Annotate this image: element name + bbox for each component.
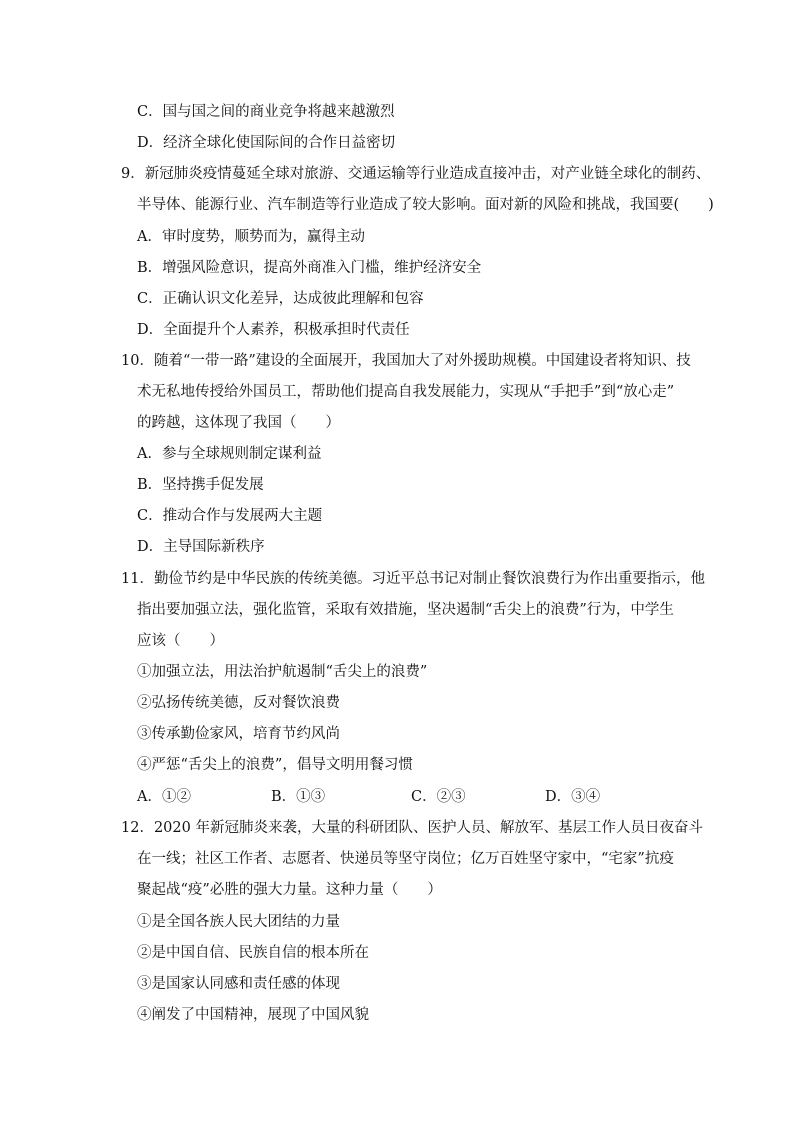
q9-option-d: D．全面提升个人素养，积极承担时代责任 [137,322,410,338]
q10-option-c: C．推动合作与发展两大主题 [137,508,323,524]
q12-stem-line-3: 聚起战“疫”必胜的强大力量。这种力量（ ） [137,882,442,898]
q10-option-b: B．坚持携手促发展 [137,477,264,493]
q12-item-2: ②是中国自信、民族自信的根本所在 [137,945,369,961]
q12-stem-line-2: 在一线；社区工作者、志愿者、快递员等坚守岗位；亿万百姓坚守家中，“宅家”抗疫 [137,851,674,867]
q11-stem-line-2: 指出要加强立法，强化监管，采取有效措施，坚决遏制“舌尖上的浪费”行为，中学生 [137,602,674,618]
q8-option-c: C．国与国之间的商业竞争将越来越激烈 [137,104,395,120]
q12-item-4: ④阐发了中国精神，展现了中国风貌 [137,1007,369,1023]
q11-item-1: ①加强立法，用法治护航遏制“舌尖上的浪费” [137,664,428,680]
q12-item-1: ①是全国各族人民大团结的力量 [137,914,340,930]
q11-option-d: D．③④ [545,789,601,805]
q11-item-3: ③传承勤俭家风，培育节约风尚 [137,726,340,742]
q8-option-d: D．经济全球化使国际间的合作日益密切 [137,135,396,151]
q12-stem-line-1: 12．2020 年新冠肺炎来袭，大量的科研团队、医护人员、解放军、基层工作人员日夜奋斗 [121,820,703,836]
q10-stem-line-2: 术无私地传授给外国员工，帮助他们提高自我发展能力，实现从“手把手”到“放心走” [137,384,675,400]
q10-stem-line-1: 10．随着“一带一路”建设的全面展开，我国加大了对外援助规模。中国建设者将知识、技 [121,353,691,369]
q11-option-b: B．①③ [271,789,326,805]
q11-stem-line-1: 11．勤俭节约是中华民族的传统美德。习近平总书记对制止餐饮浪费行为作出重要指示，他 [121,571,705,587]
q11-item-4: ④严惩“舌尖上的浪费”，倡导文明用餐习惯 [137,757,413,773]
q10-option-d: D．主导国际新秩序 [137,539,265,555]
q11-option-a: A．①② [137,789,191,805]
q11-stem-line-3: 应该（ ） [137,633,224,649]
q11-option-c: C．②③ [411,789,466,805]
q10-option-a: A．参与全球规则制定谋利益 [137,446,322,462]
q9-stem-line-1: 9．新冠肺炎疫情蔓延全球对旅游、交通运输等行业造成直接冲击，对产业链全球化的制药、 [121,166,711,182]
q10-stem-line-3: 的跨越，这体现了我国（ ） [137,415,340,431]
q9-option-a: A．审时度势，顺势而为，赢得主动 [137,229,365,245]
q12-item-3: ③是国家认同感和责任感的体现 [137,976,340,992]
q11-item-2: ②弘扬传统美德，反对餐饮浪费 [137,695,340,711]
q9-stem-line-2: 半导体、能源行业、汽车制造等行业造成了较大影响。面对新的风险和挑战，我国要( ) [137,197,714,213]
q9-option-b: B．增强风险意识，提高外商准入门槛，维护经济安全 [137,260,482,276]
q9-option-c: C．正确认识文化差异，达成彼此理解和包容 [137,291,424,307]
